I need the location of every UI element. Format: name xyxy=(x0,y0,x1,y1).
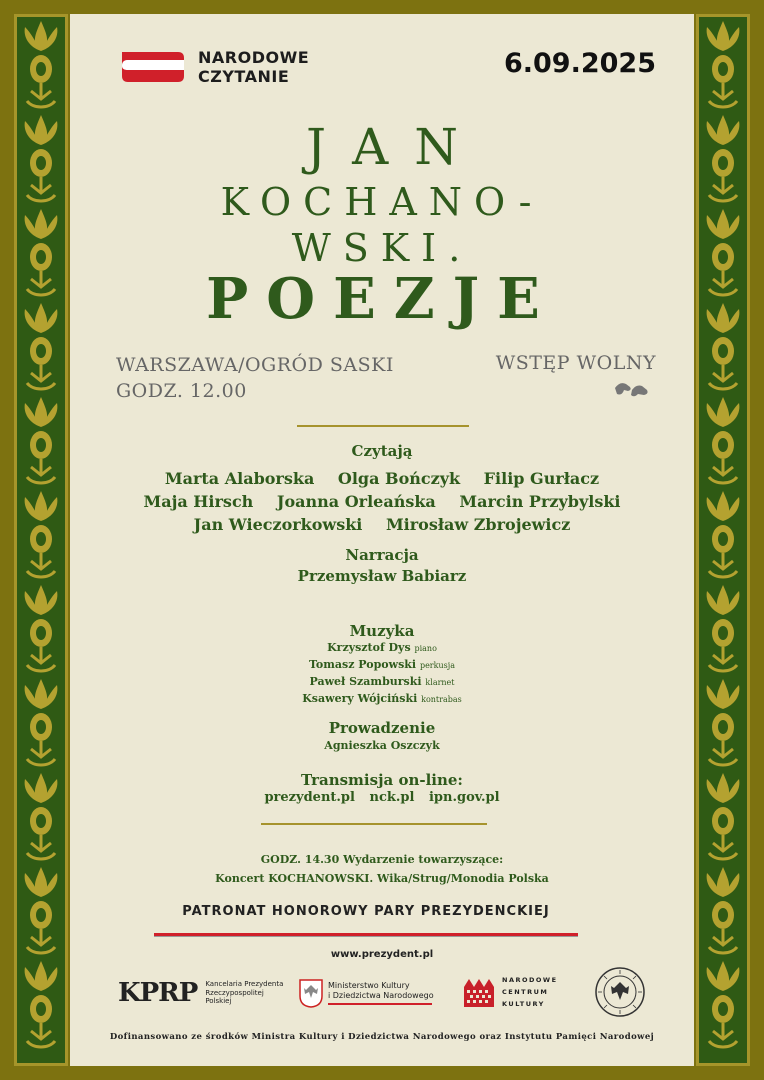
stream-link[interactable]: nck.pl xyxy=(369,790,415,805)
readers-row1 xyxy=(70,466,694,491)
patronage-grey-line xyxy=(154,936,578,937)
stream-link[interactable]: ipn.gov.pl xyxy=(428,790,500,805)
host-name: Agnieszka Oszczyk xyxy=(324,739,440,752)
ministry-logo: Ministerstwo Kultury i Dziedzictwa Narodowego xyxy=(298,978,434,1008)
nck-crown-icon xyxy=(462,975,496,1009)
sign-language-icon xyxy=(612,378,650,400)
divider-bottom xyxy=(261,823,487,825)
musician: Ksawery Wójciński kontrabas xyxy=(302,692,462,705)
stream-link[interactable]: prezydent.pl xyxy=(264,790,355,805)
kprp-wordmark: KPRP xyxy=(118,978,198,1008)
narration-heading: Narracja xyxy=(345,546,419,564)
reader-name: Marta Alaborska xyxy=(164,469,315,488)
patronage-text: PATRONAT HONOROWY PARY PREZYDENCKIEJ xyxy=(182,904,550,919)
event-line1: GODZ. 14.30 Wydarzenie towarzyszące: xyxy=(260,853,504,866)
reader-name: Olga Bończyk xyxy=(337,469,461,488)
eagle-emblem-icon xyxy=(298,978,324,1008)
reader-name: Filip Gurłacz xyxy=(483,469,600,488)
logo-line2: CZYTANIE xyxy=(198,67,290,86)
reader-name: Jan Wieczorkowski xyxy=(193,515,363,534)
readers-heading: Czytają xyxy=(351,442,413,460)
venue-time: GODZ. 12.00 xyxy=(116,380,247,402)
reader-name: Marcin Przybylski xyxy=(459,492,621,511)
reader-name: Mirosław Zbrojewicz xyxy=(385,515,571,534)
kprp-logo: KPRP Kancelaria Prezydenta Rzeczypospolitej Polskiej xyxy=(118,978,284,1008)
title-line1: JAN xyxy=(306,118,484,176)
musician: Tomasz Popowski perkusja xyxy=(309,658,455,671)
nck-logo: NARODOWE CENTRUM KULTURY xyxy=(462,974,558,1010)
tulip-ornament-icon xyxy=(17,17,65,1063)
ipn-seal-icon xyxy=(594,966,646,1018)
reader-name: Joanna Orleańska xyxy=(276,492,436,511)
ornament-border-left xyxy=(14,14,68,1066)
logo-line1: NARODOWE xyxy=(198,48,310,67)
title-line2: KOCHANO- xyxy=(220,180,544,224)
narodowe-czytanie-logo xyxy=(118,48,309,86)
ornament-border-right xyxy=(696,14,750,1066)
narration-name: Przemysław Babiarz xyxy=(297,567,467,585)
venue-info xyxy=(116,352,394,404)
title-line4: POEZJE xyxy=(206,266,558,332)
venue-place: WARSZAWA/OGRÓD SASKI xyxy=(116,354,394,376)
host-heading: Prowadzenie xyxy=(328,719,436,737)
music-heading: Muzyka xyxy=(349,622,415,640)
book-logo-icon xyxy=(118,48,186,86)
readers-row2 xyxy=(70,489,694,514)
divider-top xyxy=(297,425,469,427)
tulip-ornament-icon xyxy=(699,17,747,1063)
readers-row3 xyxy=(70,512,694,537)
title-line3: WSKI. xyxy=(291,226,473,270)
reader-name: Maja Hirsch xyxy=(143,492,254,511)
music-list xyxy=(70,640,694,708)
patronage-url[interactable]: www.prezydent.pl xyxy=(330,949,434,960)
entry-free: WSTĘP WOLNY xyxy=(495,352,656,374)
funding-footer: Dofinansowano ze środków Ministra Kultury i Dziedzictwa Narodowego oraz Instytutu Pamięci Narodowej xyxy=(109,1032,655,1042)
musician: Krzysztof Dys piano xyxy=(327,641,437,654)
event-line2: Koncert KOCHANOWSKI. Wika/Strug/Monodia Polska xyxy=(215,872,549,885)
stream-heading: Transmisja on-line: xyxy=(301,771,463,789)
musician: Paweł Szamburski klarnet xyxy=(309,675,455,688)
event-date: 6.09.2025 xyxy=(503,48,656,79)
stream-links xyxy=(70,790,694,805)
